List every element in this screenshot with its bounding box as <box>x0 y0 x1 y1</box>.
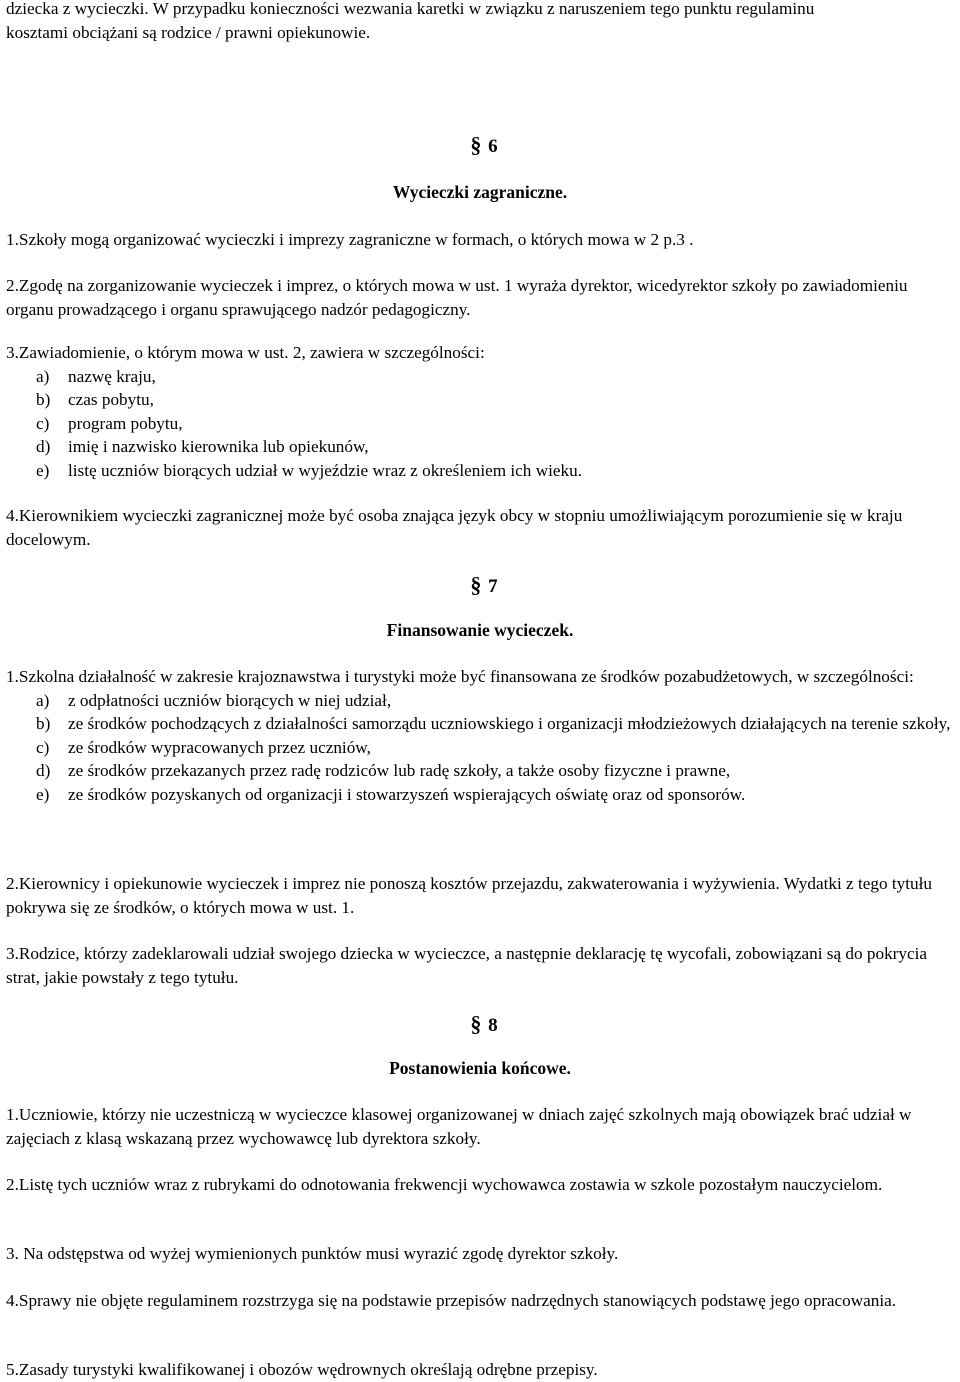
section-8-point-1: 1.Uczniowie, którzy nie uczestniczą w wycieczce klasowej organizowanej w dniach zajęć szkolnych mają obowiązek brać udział w zajęciach z klasą wskazaną przez wychowawcę lub dyrektora szkoły. <box>6 1105 912 1148</box>
section-number: 7 <box>488 576 498 597</box>
section-symbol: § <box>470 1011 482 1036</box>
list-item: c) ze środków wypracowanych przez uczniów, <box>36 737 371 757</box>
section-6-point-1: 1.Szkoły mogą organizować wycieczki i imprezy zagraniczne w formach, o których mowa w 2 p.3 . <box>6 230 694 249</box>
section-7-point-2: 2.Kierownicy i opiekunowie wycieczek i imprez nie ponoszą kosztów przejazdu, zakwaterowania i wyżywienia. Wydatki z tego tytułu pokrywa się ze środków, o których mowa w ust. 1. <box>6 874 932 917</box>
intro-line-2: kosztami obciążani są rodzice / prawni opiekunowie. <box>6 22 371 42</box>
intro-paragraph <box>6 0 956 44</box>
list-item: c) program pobytu, <box>36 413 183 433</box>
section-6-point-3 <box>6 341 956 482</box>
section-8-point-5: 5.Zasady turystyki kwalifikowanej i obozów wędrownych określają odrębne przepisy. <box>6 1360 598 1379</box>
point-3-list <box>6 365 956 483</box>
section-8-title: Postanowienia końcowe. <box>389 1058 571 1078</box>
section-7-title: Finansowanie wycieczek. <box>386 620 574 640</box>
point-1-text: 1.Szkolna działalność w zakresie krajoznawstwa i turystyki może być finansowana ze środków pozabudżetowych, w szczególności: <box>6 667 914 686</box>
section-6-title: Wycieczki zagraniczne. <box>392 182 568 202</box>
point-3-text: 3.Zawiadomienie, o którym mowa w ust. 2, zawiera w szczególności: <box>6 343 485 362</box>
section-6-point-4: 4.Kierownikiem wycieczki zagranicznej może być osoba znająca język obcy w stopniu umożliwiającym porozumienie się w kraju docelowym. <box>6 506 903 549</box>
list-item: e) ze środków pozyskanych od organizacji i stowarzyszeń wspierających oświatę oraz od sponsorów. <box>36 784 746 804</box>
section-6-heading <box>0 132 960 158</box>
section-7-point-1 <box>6 665 956 806</box>
section-symbol: § <box>470 572 482 597</box>
section-7-point-3: 3.Rodzice, którzy zadeklarowali udział swojego dziecka w wycieczce, a następnie deklarację tę wycofali, zobowiązani są do pokrycia strat, jakie powstały z tego tytułu. <box>6 944 928 987</box>
list-item: b) ze środków pochodzących z działalności samorządu uczniowskiego i organizacji młodzieżowych działających na terenie szkoły, <box>36 714 951 733</box>
section-8-point-3: 3. Na odstępstwa od wyżej wymienionych punktów musi wyrazić zgodę dyrektor szkoły. <box>6 1244 619 1263</box>
section-number: 6 <box>488 136 498 157</box>
section-symbol: § <box>470 132 482 157</box>
point-1-list <box>6 689 956 807</box>
section-number: 8 <box>488 1015 498 1036</box>
section-8-point-2: 2.Listę tych uczniów wraz z rubrykami do odnotowania frekwencji wychowawca zostawia w szkole pozostałym nauczycielom. <box>6 1175 883 1194</box>
list-item: a) z odpłatności uczniów biorących w niej udział, <box>36 690 392 710</box>
list-item: d) ze środków przekazanych przez radę rodziców lub radę szkoły, a także osoby fizyczne i prawne, <box>36 761 731 780</box>
list-item: a) nazwę kraju, <box>36 366 156 386</box>
section-8-point-4: 4.Sprawy nie objęte regulaminem rozstrzyga się na podstawie przepisów nadrzędnych stanowiących podstawę jego opracowania. <box>6 1291 897 1310</box>
section-6-point-2: 2.Zgodę na zorganizowanie wycieczek i imprez, o których mowa w ust. 1 wyraża dyrektor, wicedyrektor szkoły po zawiadomieniu organu prowadzącego i organu sprawującego nadzór pedagogiczny. <box>6 276 908 319</box>
list-item: d) imię i nazwisko kierownika lub opiekunów, <box>36 437 369 456</box>
list-item: e) listę uczniów biorących udział w wyjeździe wraz z określeniem ich wieku. <box>36 460 582 480</box>
section-7-heading <box>0 572 960 598</box>
list-item: b) czas pobytu, <box>36 390 154 409</box>
intro-line-1: dziecka z wycieczki. W przypadku konieczności wezwania karetki w związku z naruszeniem tego punktu regulaminu <box>6 0 815 18</box>
section-8-heading <box>0 1011 960 1037</box>
